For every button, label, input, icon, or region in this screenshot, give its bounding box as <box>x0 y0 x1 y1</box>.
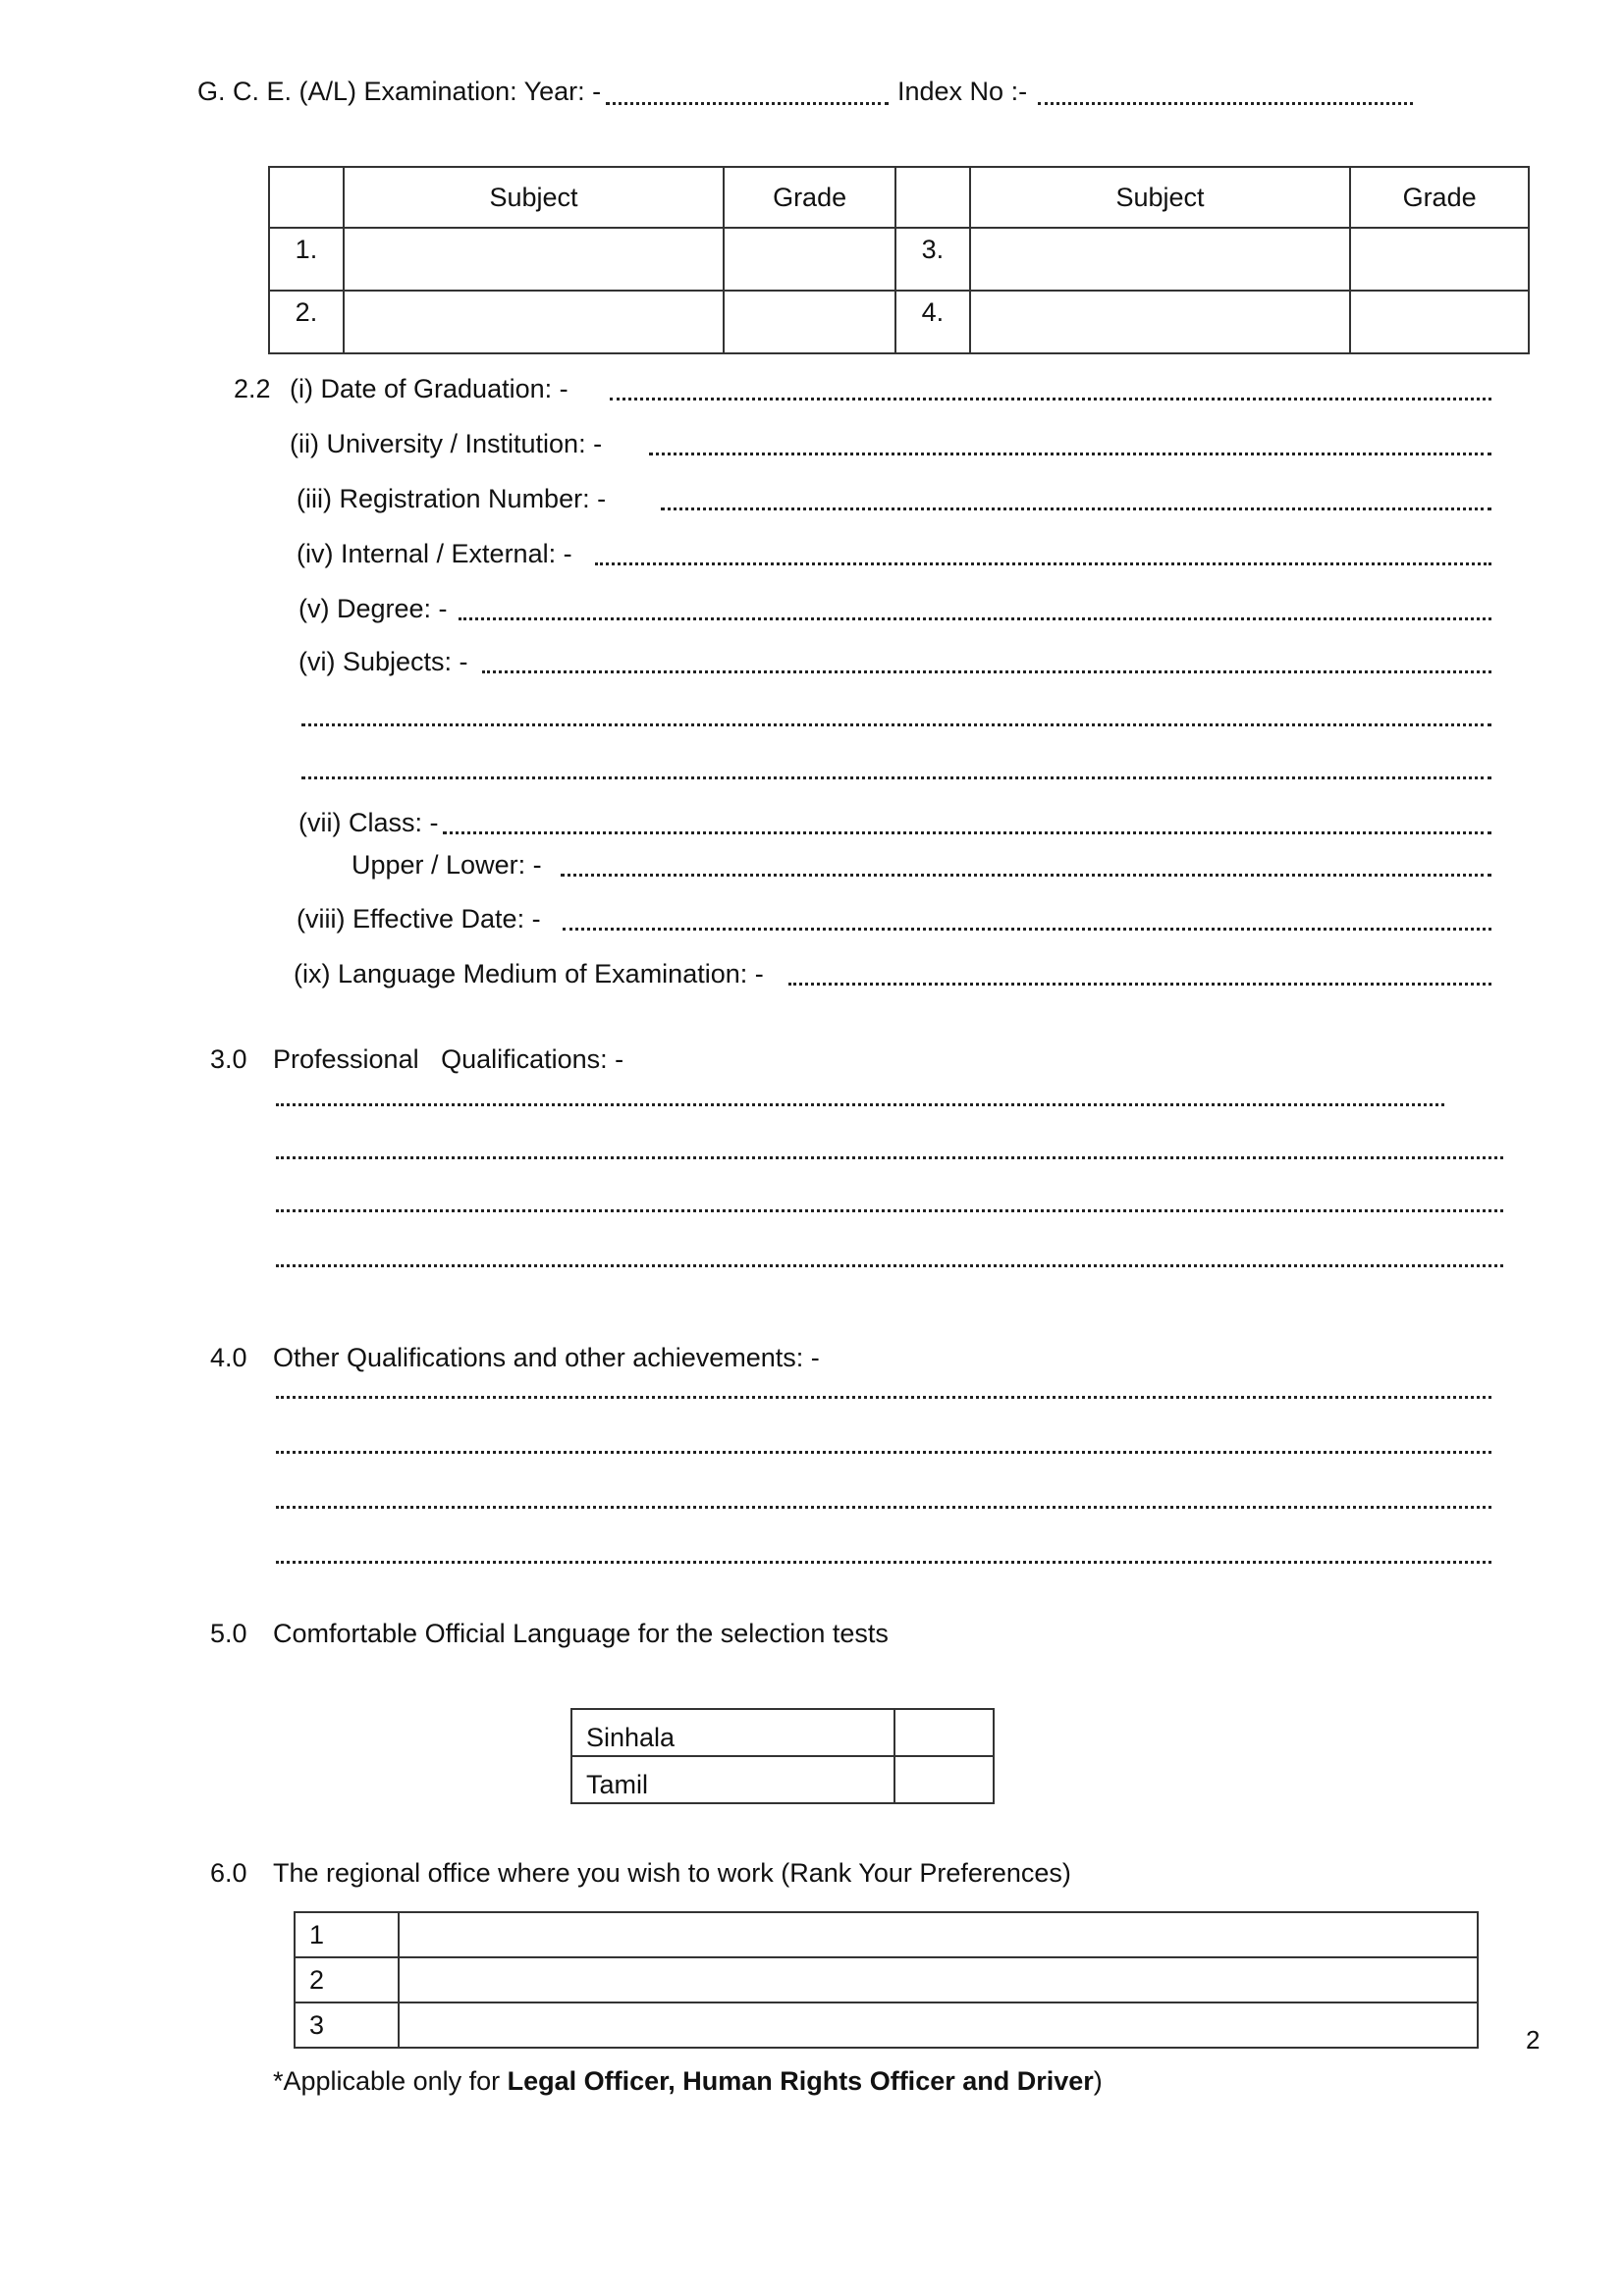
rank-number: 2 <box>295 1957 399 2002</box>
university-field[interactable] <box>649 453 1491 455</box>
upper-lower-field[interactable] <box>561 874 1491 877</box>
other-line-3[interactable] <box>276 1506 1491 1509</box>
al-header-blank <box>895 167 970 228</box>
table-row <box>295 1957 1478 2002</box>
footnote-prefix: *Applicable only for <box>273 2066 508 2096</box>
graduation-date-label: (i) Date of Graduation: - <box>290 374 568 403</box>
table-row <box>295 1912 1478 1957</box>
section-number-2-2: 2.2 <box>234 374 271 403</box>
regional-office-field[interactable] <box>399 1957 1478 2002</box>
table-row <box>571 1709 994 1756</box>
professional-line-4[interactable] <box>276 1264 1503 1267</box>
al-row-number: 2. <box>269 291 344 353</box>
other-line-4[interactable] <box>276 1561 1491 1564</box>
table-row <box>295 2002 1478 2048</box>
regional-office-field[interactable] <box>399 1912 1478 1957</box>
al-index-label: Index No :- <box>897 77 1028 106</box>
table-row <box>571 1756 994 1803</box>
section-number-3-0: 3.0 <box>210 1044 247 1074</box>
language-checkbox-tamil[interactable] <box>894 1756 994 1803</box>
section-number-4-0: 4.0 <box>210 1343 247 1372</box>
subjects-label: (vi) Subjects: - <box>298 647 468 676</box>
other-line-1[interactable] <box>276 1396 1491 1399</box>
other-qualifications-title: Other Qualifications and other achievements: - <box>273 1343 820 1372</box>
al-header-grade: Grade <box>724 167 895 228</box>
al-grade-cell[interactable] <box>724 291 895 353</box>
class-field[interactable] <box>443 831 1491 834</box>
table-row <box>269 291 1529 353</box>
al-table-header-row <box>269 167 1529 228</box>
degree-label: (v) Degree: - <box>298 594 448 623</box>
al-exam-label: G. C. E. (A/L) Examination: Year: - <box>197 77 602 106</box>
language-title: Comfortable Official Language for the selection tests <box>273 1619 889 1648</box>
upper-lower-label: Upper / Lower: - <box>352 850 542 880</box>
al-row-number: 1. <box>269 228 344 291</box>
subjects-field-line-3[interactable] <box>301 776 1491 779</box>
regional-office-title: The regional office where you wish to work (Rank Your Preferences) <box>273 1858 1071 1888</box>
language-checkbox-sinhala[interactable] <box>894 1709 994 1756</box>
university-label: (ii) University / Institution: - <box>290 429 603 458</box>
professional-qualifications-title: Professional Qualifications: - <box>273 1044 624 1074</box>
al-header-grade: Grade <box>1350 167 1529 228</box>
effective-date-label: (viii) Effective Date: - <box>297 904 541 934</box>
al-header-subject: Subject <box>344 167 724 228</box>
al-grade-cell[interactable] <box>724 228 895 291</box>
professional-line-2[interactable] <box>276 1156 1503 1159</box>
graduation-date-field[interactable] <box>610 398 1491 400</box>
al-subject-cell[interactable] <box>344 291 724 353</box>
language-option-tamil: Tamil <box>571 1756 894 1803</box>
al-grade-cell[interactable] <box>1350 228 1529 291</box>
language-table <box>570 1708 995 1804</box>
regional-preference-table <box>294 1911 1479 2049</box>
al-subject-cell[interactable] <box>970 228 1350 291</box>
al-grade-cell[interactable] <box>1350 291 1529 353</box>
table-row <box>269 228 1529 291</box>
regional-office-field[interactable] <box>399 2002 1478 2048</box>
al-header-blank <box>269 167 344 228</box>
language-option-sinhala: Sinhala <box>571 1709 894 1756</box>
registration-number-field[interactable] <box>661 507 1491 510</box>
al-index-field[interactable] <box>1038 102 1413 105</box>
other-line-2[interactable] <box>276 1451 1491 1454</box>
footnote <box>273 2066 1103 2097</box>
internal-external-field[interactable] <box>595 562 1491 565</box>
language-medium-field[interactable] <box>788 983 1491 986</box>
al-subject-cell[interactable] <box>970 291 1350 353</box>
effective-date-field[interactable] <box>563 928 1491 931</box>
section-number-6-0: 6.0 <box>210 1858 247 1888</box>
registration-number-label: (iii) Registration Number: - <box>297 484 607 513</box>
professional-line-3[interactable] <box>276 1209 1503 1212</box>
al-results-table <box>268 166 1530 354</box>
language-medium-label: (ix) Language Medium of Examination: - <box>294 959 764 988</box>
section-number-5-0: 5.0 <box>210 1619 247 1648</box>
subjects-field-line-2[interactable] <box>301 723 1491 726</box>
internal-external-label: (iv) Internal / External: - <box>297 539 572 568</box>
degree-field[interactable] <box>459 617 1491 620</box>
al-row-number: 3. <box>895 228 970 291</box>
subjects-field[interactable] <box>482 670 1491 673</box>
al-year-field[interactable] <box>606 102 889 105</box>
page-number: 2 <box>1526 2025 1541 2055</box>
class-label: (vii) Class: - <box>298 808 439 837</box>
rank-number: 3 <box>295 2002 399 2048</box>
professional-line-1[interactable] <box>276 1103 1444 1106</box>
al-header-subject: Subject <box>970 167 1350 228</box>
al-row-number: 4. <box>895 291 970 353</box>
rank-number: 1 <box>295 1912 399 1957</box>
footnote-positions: Legal Officer, Human Rights Officer and Driver <box>507 2066 1094 2096</box>
al-subject-cell[interactable] <box>344 228 724 291</box>
footnote-suffix: ) <box>1093 2066 1103 2096</box>
